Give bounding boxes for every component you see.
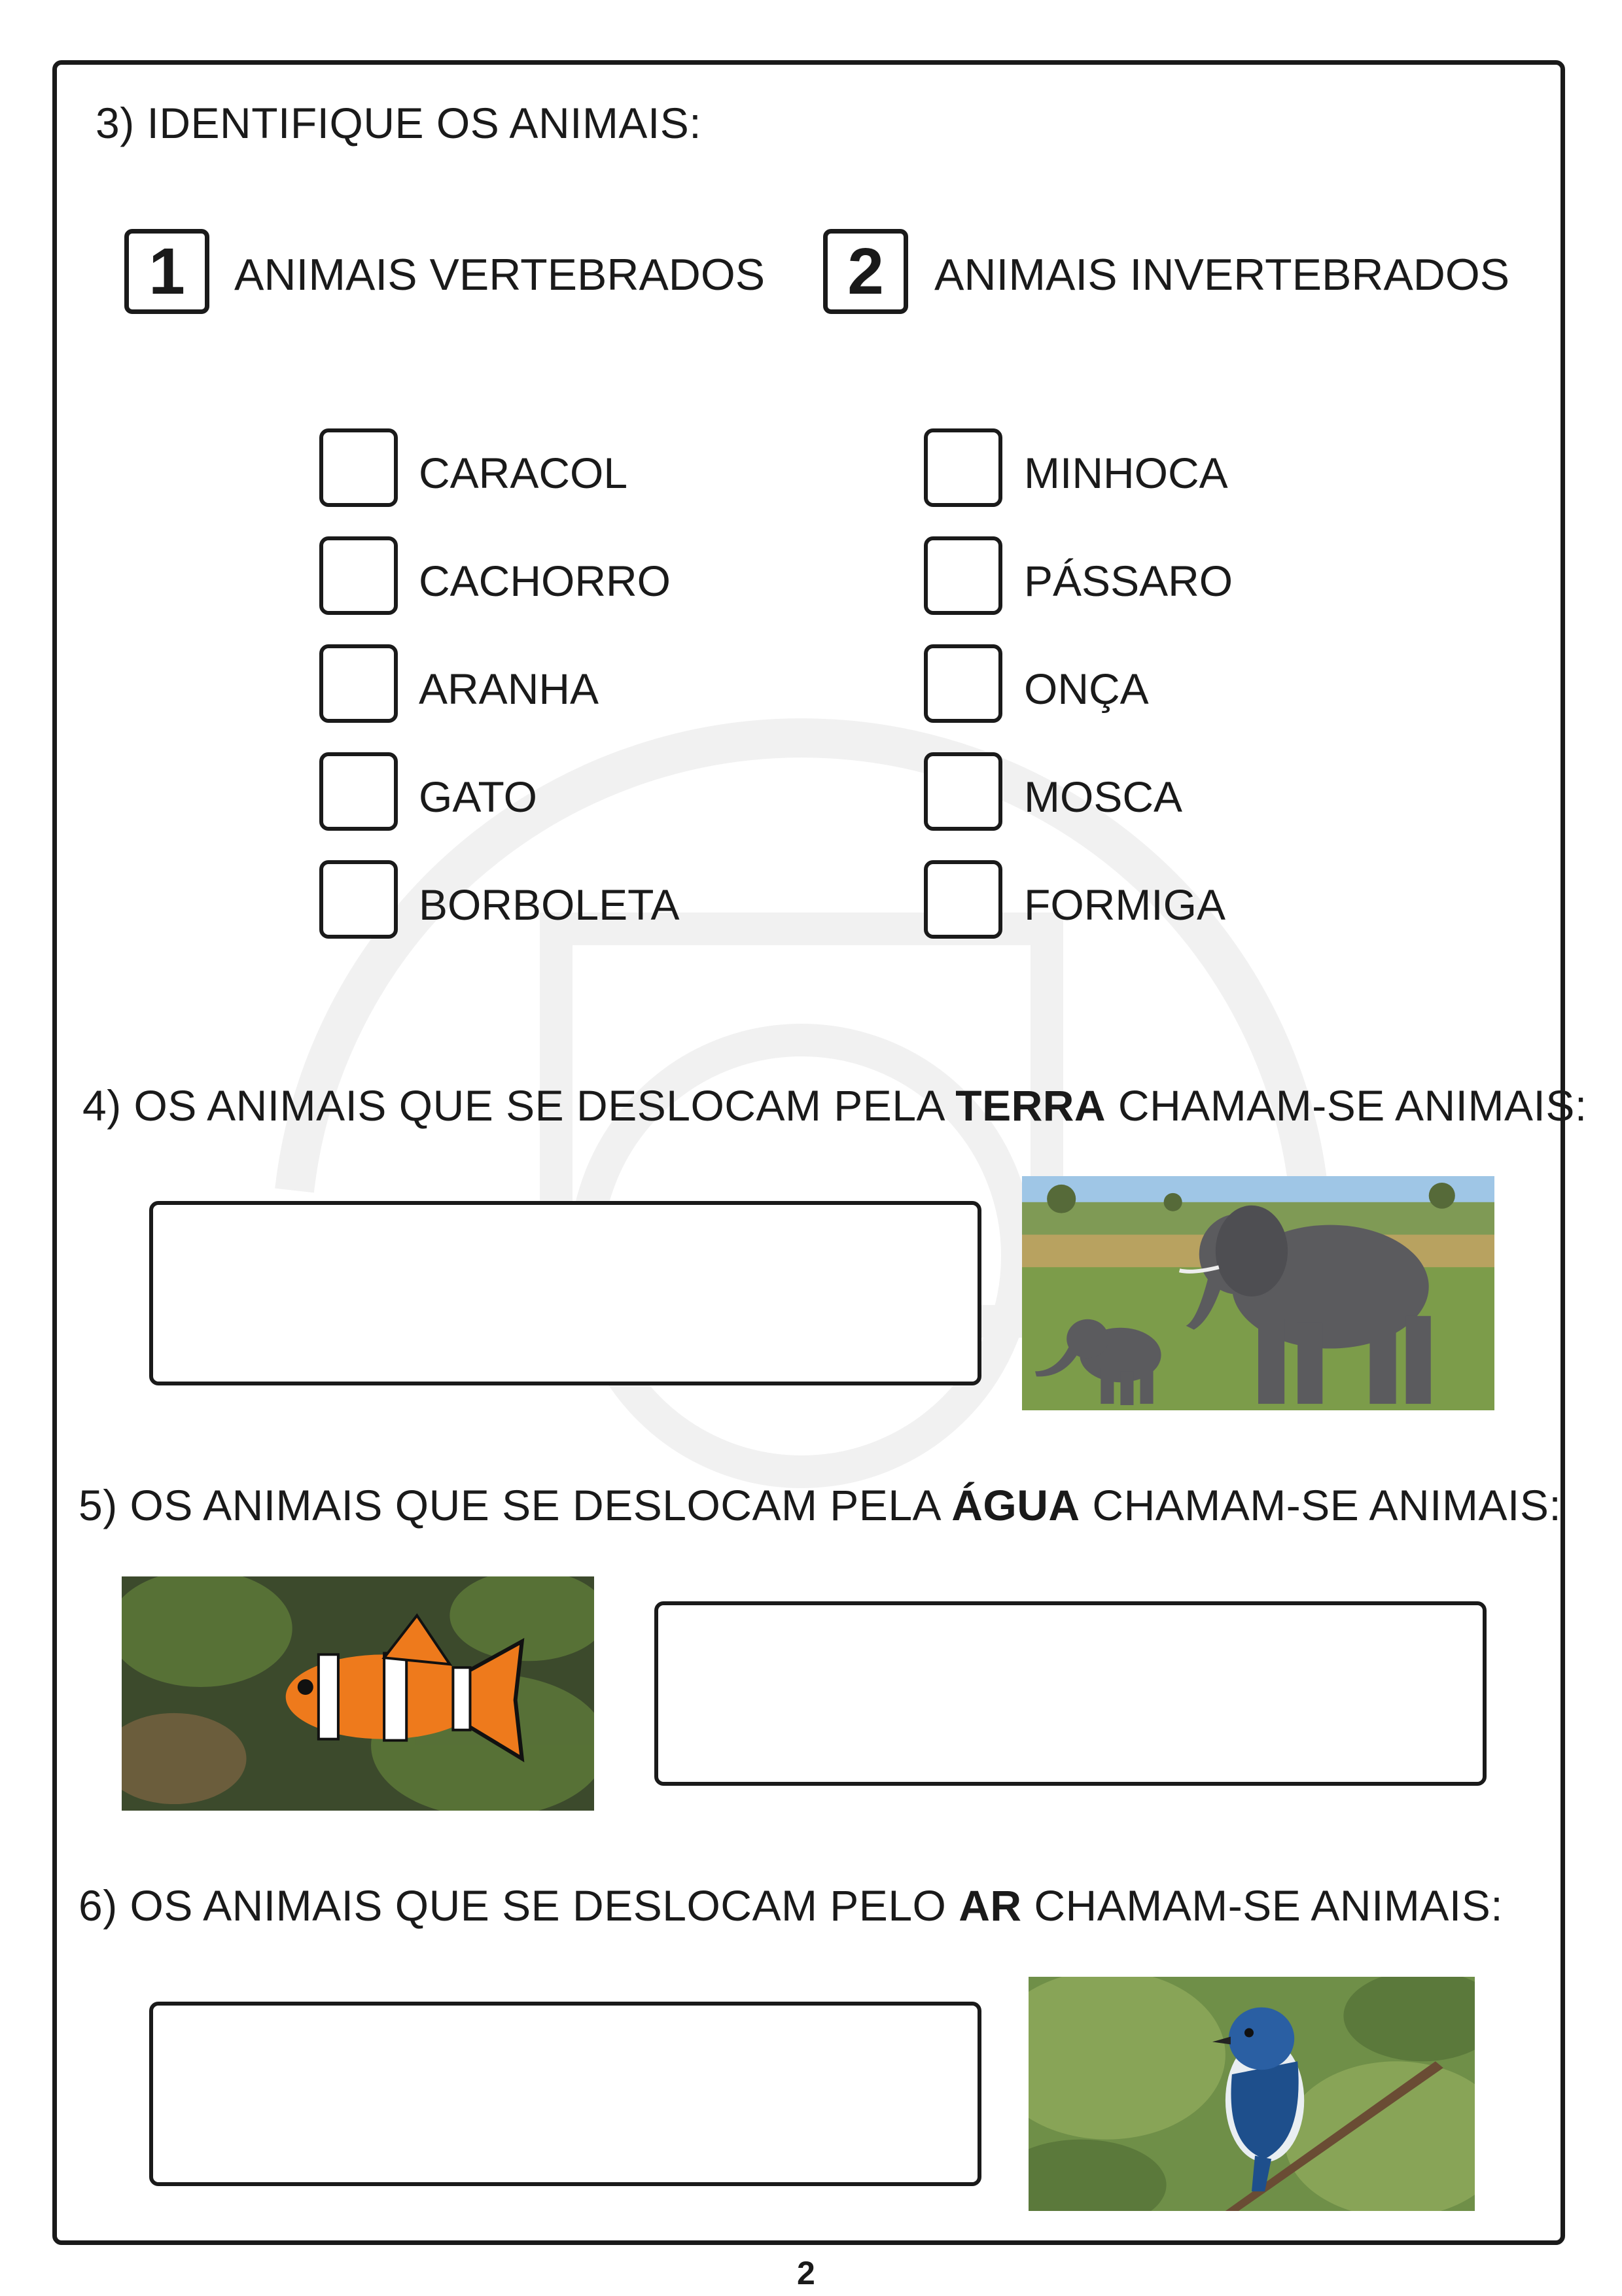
item-label-passaro: PÁSSARO (1024, 557, 1233, 605)
clownfish-photo (122, 1576, 594, 1811)
item-label-aranha: ARANHA (419, 665, 599, 713)
question-4-prefix: 4) OS ANIMAIS QUE SE DESLOCAM PELA (82, 1081, 956, 1130)
question-6-suffix: CHAMAM-SE ANIMAIS: (1021, 1881, 1504, 1930)
question-4-keyword: TERRA (955, 1081, 1106, 1130)
checkbox-minhoca[interactable] (924, 428, 1002, 507)
bird-photo (1029, 1977, 1475, 2211)
question-4-text (82, 1081, 1587, 1130)
checkbox-borboleta[interactable] (319, 860, 398, 939)
question-6-keyword: AR (959, 1881, 1022, 1930)
item-label-gato: GATO (419, 773, 537, 821)
item-label-cachorro: CACHORRO (419, 557, 671, 605)
question-5-prefix: 5) OS ANIMAIS QUE SE DESLOCAM PELA (79, 1481, 952, 1529)
question-5-text (79, 1481, 1562, 1529)
item-label-borboleta: BORBOLETA (419, 880, 680, 929)
checkbox-gato[interactable] (319, 752, 398, 831)
question-6-text (79, 1881, 1504, 1930)
checkbox-caracol[interactable] (319, 428, 398, 507)
legend-label-invertebrados: ANIMAIS INVERTEBRADOS (934, 250, 1510, 300)
checkbox-mosca[interactable] (924, 752, 1002, 831)
page-number: 2 (797, 2255, 815, 2291)
answer-box-agua[interactable] (654, 1601, 1487, 1786)
item-label-minhoca: MINHOCA (1024, 449, 1228, 497)
answer-box-terra[interactable] (149, 1201, 981, 1385)
checkbox-passaro[interactable] (924, 536, 1002, 615)
answer-box-ar[interactable] (149, 2002, 981, 2186)
checkbox-aranha[interactable] (319, 644, 398, 723)
question-5-keyword: ÁGUA (951, 1481, 1080, 1529)
item-label-caracol: CARACOL (419, 449, 628, 497)
elephant-photo (1022, 1176, 1494, 1410)
question-6-prefix: 6) OS ANIMAIS QUE SE DESLOCAM PELO (79, 1881, 959, 1930)
question-5-suffix: CHAMAM-SE ANIMAIS: (1080, 1481, 1562, 1529)
item-label-onca: ONÇA (1024, 665, 1149, 713)
legend-number-1: 1 (124, 229, 209, 314)
legend-label-vertebrados: ANIMAIS VERTEBRADOS (234, 250, 766, 300)
question-4-suffix: CHAMAM-SE ANIMAIS: (1106, 1081, 1587, 1130)
checkbox-formiga[interactable] (924, 860, 1002, 939)
legend-number-2: 2 (823, 229, 908, 314)
checkbox-onca[interactable] (924, 644, 1002, 723)
question-3-title: 3) IDENTIFIQUE OS ANIMAIS: (96, 99, 702, 147)
item-label-mosca: MOSCA (1024, 773, 1183, 821)
item-label-formiga: FORMIGA (1024, 880, 1225, 929)
checkbox-cachorro[interactable] (319, 536, 398, 615)
